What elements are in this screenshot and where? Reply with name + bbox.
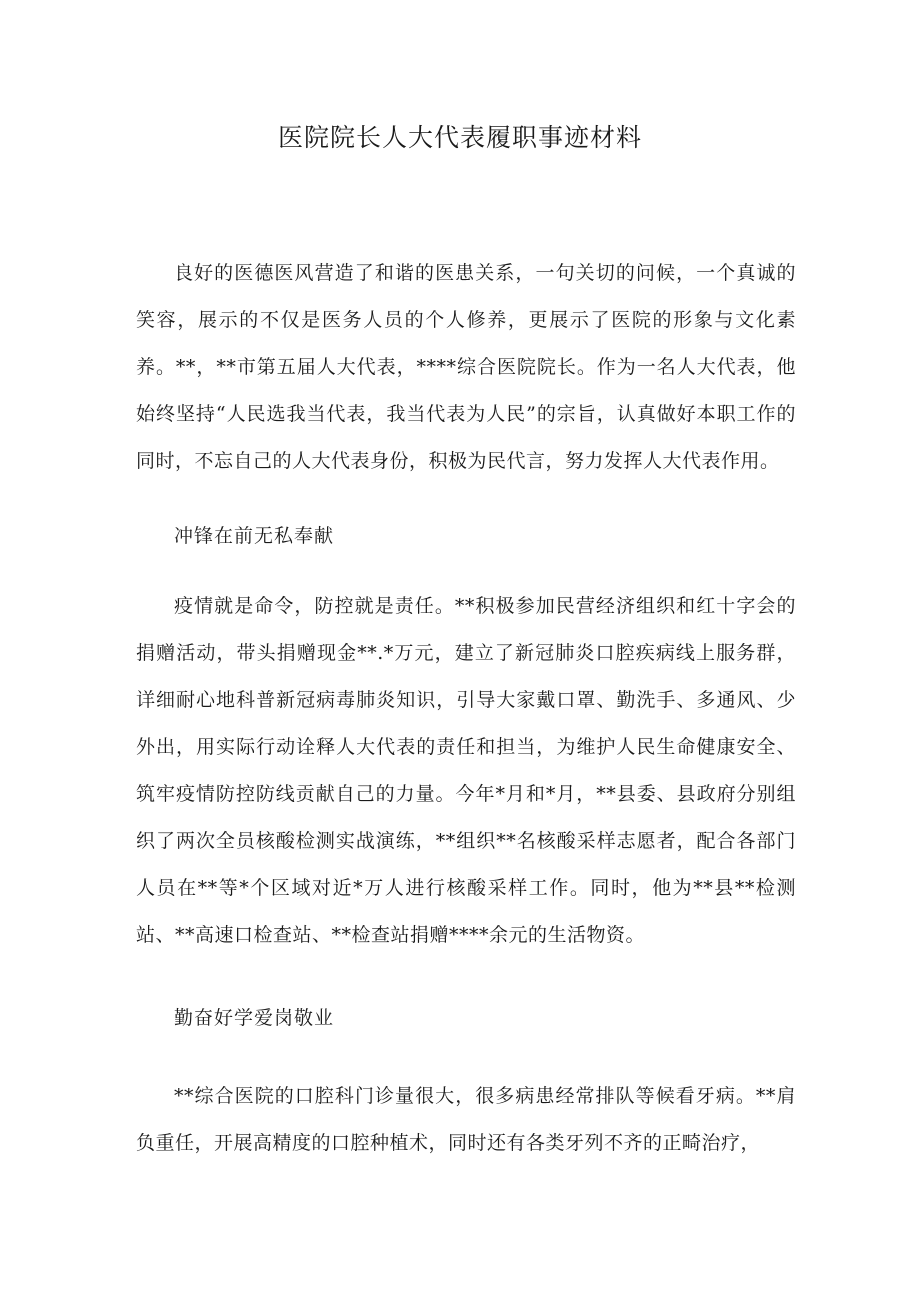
paragraph-section-2: **综合医院的口腔科门诊量很大，很多病患经常排队等候看牙病。**肩负重任，开展高精度的口腔种植术，同时还有各类牙列不齐的正畸治疗， [136, 1085, 796, 1154]
document-title: 医院院长人大代表履职事迹材料 [277, 123, 642, 152]
paragraph-intro: 良好的医德医风营造了和谐的医患关系，一句关切的问候，一个真诚的笑容，展示的不仅是医务人员的个人修养，更展示了医院的形象与文化素养。**，**市第五届人大代表，****综合医院院长。作为一名人大代表，他始终坚持“人民选我当代表，我当代表为人民”的宗旨，认真做好本职工作的同时，不忘自己的人大代表身份，积极为民代言，努力发挥人大代表作用。 [136, 262, 796, 472]
section-heading-2: 勤奋好学爱岗敬业 [174, 1007, 335, 1029]
section-heading-1: 冲锋在前无私奉献 [174, 525, 335, 547]
paragraph-section-1: 疫情就是命令，防控就是责任。**积极参加民营经济组织和红十字会的捐赠活动，带头捐赠现金**.*万元，建立了新冠肺炎口腔疾病线上服务群，详细耐心地科普新冠病毒肺炎知识，引导大家戴口罩、勤洗手、多通风、少外出，用实际行动诠释人大代表的责任和担当，为维护人民生命健康安全、筑牢疫情防控防线贡献自己的力量。今年*月和*月，**县委、县政府分别组织了两次全员核酸检测实战演练，**组织**名核酸采样志愿者，配合各部门人员在**等*个区域对近*万人进行核酸采样工作。同时，他为**县**检测站、**高速口检查站、**检查站捐赠****余元的生活物资。 [136, 595, 796, 946]
